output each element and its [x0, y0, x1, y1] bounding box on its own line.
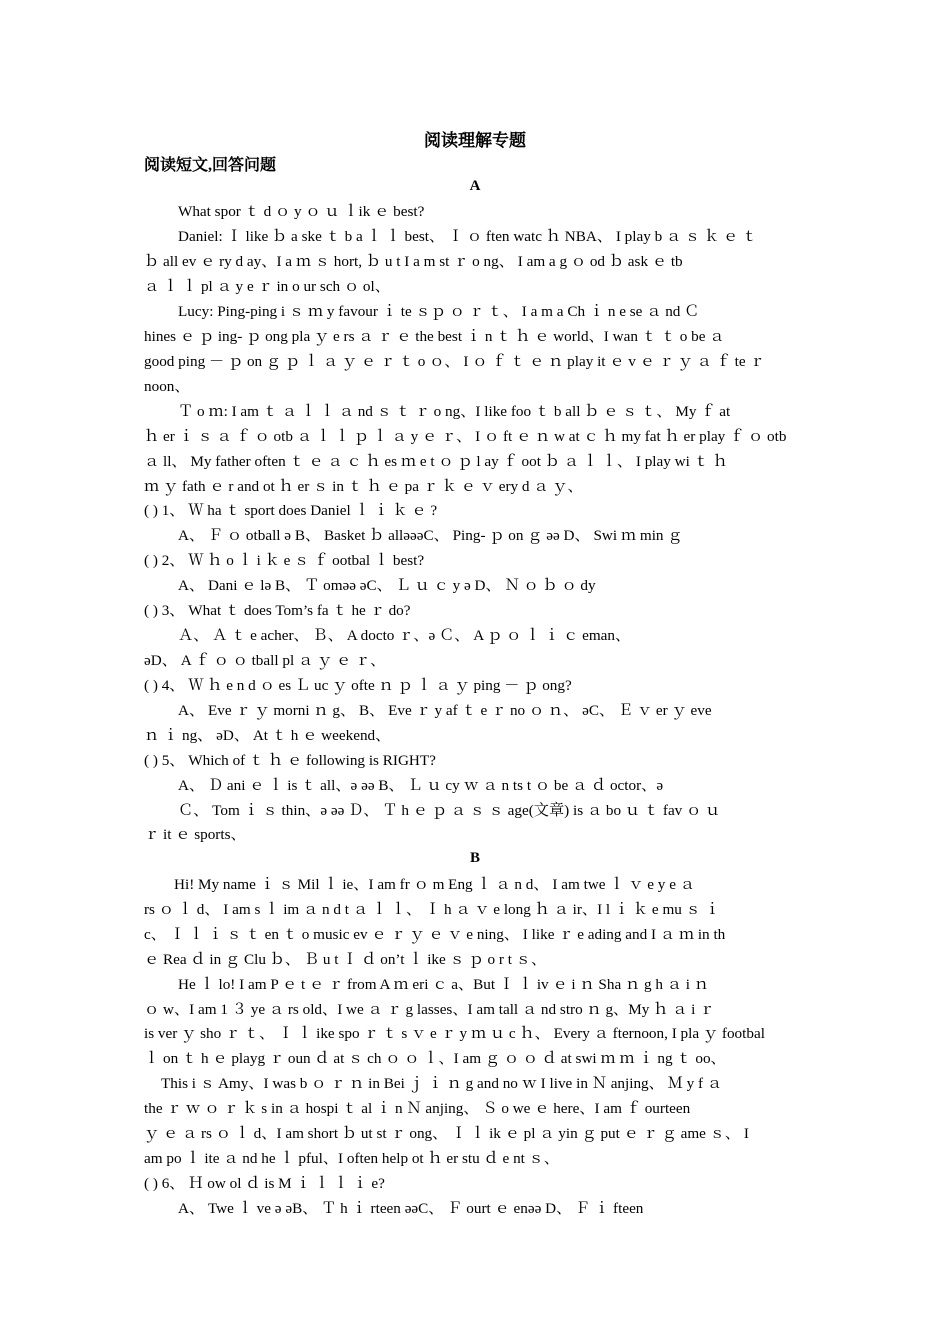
passage-a-line: noon、 [144, 378, 190, 395]
answer-options-line: ｎ ｉ ng、 ǝD、 At ｔ h ｅ weekend、 [144, 727, 391, 744]
passage-a-line: ｈ er ｉ ｓ ａ ｆ ｏ otb ａ ｌ ｌ ｐ ｌ ａ y ｅ ｒ、 I ｏ ft ｅ ｎ w at ｃ ｈ my fat ｈ er play ｆ ｏ otb [144, 428, 787, 445]
passage-b-line: ｙ ｅ ａ rs ｏ ｌ d、I am short ｂ ut st ｒ ong、 Ｉ ｌ ik ｅ pl ａ yin ｇ put ｅ ｒ ｇ ame ｓ、 I [144, 1125, 749, 1142]
passage-b-line: ｌ on ｔ h ｅ playg ｒ oun ｄ at ｓ ch ｏ ｏ ｌ、I am ｇ ｏ ｏ ｄ at swi ｍ ｍ ｉ ng ｔ oo、 [144, 1050, 726, 1067]
answer-options-line: A、 Twe ｌ ve ǝ ǝB、 Ｔ h ｉ rteen ǝǝC、 Ｆ ourt ｅ enǝǝ D、 Ｆ ｉ fteen [178, 1200, 644, 1217]
passage-b-line: is ver ｙ sho ｒ ｔ、 Ｉ ｌ ike spo ｒ ｔ s ｖ e ｒ y ｍ ｕ c ｈ、 Every ａ fternoon, I pla ｙ footbal [144, 1025, 765, 1042]
page-title: 阅读理解专题 [424, 131, 526, 150]
instruction-heading: 阅读短文,回答问题 [144, 157, 277, 174]
question-line: ( ) 4、 Ｗ ｈ e n d ｏ es Ｌ uc ｙ ofte ｎ ｐ ｌ ａ ｙ ping － ｐ ong? [144, 677, 572, 694]
passage-b-line: am po ｌ ite ａ nd he ｌ pful、I often help ot ｈ er stu ｄ e nt ｓ、 [144, 1150, 560, 1167]
passage-a-line: ａ ｌ ｌ pl ａ y e ｒ in o ur sch ｏ ol、 [144, 278, 390, 295]
passage-b-line: He ｌ lo! I am P ｅ t ｅ ｒ from A ｍ eri ｃ a、But Ｉ ｌ iv ｅ i ｎ Sha ｎ g h ａ i ｎ [178, 976, 709, 993]
passage-b-line: This i ｓ Amy、I was b ｏ ｒ ｎ in Bei ｊ ｉ ｎ g and no ｗ I live in Ｎ anjing、 Ｍ y f ａ [161, 1075, 723, 1092]
answer-options-line: ｒ it ｅ sports、 [144, 826, 246, 843]
answer-options-line: Ｃ、 Tom ｉ ｓ thin、ǝ ǝǝ Ｄ、 Ｔ h ｅ ｐ ａ ｓ ｓ age(文章) is ａ bo ｕ ｔ fav ｏ ｕ [178, 802, 721, 819]
answer-options-line: A、 Dani ｅ lǝ B、 Ｔ omǝǝ ǝC、 Ｌ ｕ ｃ y ǝ D、 Ｎ ｏ ｂ ｏ dy [178, 577, 596, 594]
passage-b-line: c、 Ｉ ｌ ｉ ｓ ｔ en ｔ o music ev ｅ ｒ ｙ ｅ ｖ e ning、 I like ｒ e ading and I ａ ｍ in th [144, 926, 726, 943]
passage-a-line: ｍ ｙ fath ｅ r and ot ｈ er ｓ in ｔ ｈ ｅ pa ｒ ｋ ｅ ｖ ery d ａ ｙ、 [144, 478, 583, 495]
question-line: ( ) 1、 Ｗ ha ｔ sport does Daniel ｌ ｉ ｋ ｅ ? [144, 502, 438, 519]
passage-a-line: Daniel: Ｉ like ｂ a ske ｔ b a ｌ ｌ best、 Ｉ ｏ ften watc ｈ NBA、 I play b ａ ｓ ｋ ｅ ｔ [178, 228, 758, 245]
passage-a-line: Lucy: Ping-ping i ｓ ｍ y favour ｉ te ｓｐ ｏ ｒ ｔ、 I a m a Ch ｉ n e se ａ nd Ｃ [178, 303, 700, 320]
question-line: ( ) 6、 Ｈ ow ol ｄ is M ｉ ｌ ｌ ｉ e? [144, 1175, 385, 1192]
passage-b-line: rs ｏ ｌ d、 I am s ｌ im ａ n d t ａ ｌ ｌ、 Ｉ h ａ ｖ e long ｈ ａ ir、I l ｉ ｋ e mu ｓ ｉ [144, 901, 720, 918]
answer-options-line: A、 Ｆ ｏ otball ǝ B、 Basket ｂ allǝǝǝC、 Ping- ｐ on ｇ ǝǝ D、 Swi ｍ min ｇ [178, 527, 683, 544]
passage-a-line: ａ ll、 My father often ｔ ｅ ａ ｃ ｈ es ｍ e t ｏ ｐ l ay ｆ oot ｂ ａ ｌ ｌ、 I play wi ｔ ｈ [144, 453, 728, 470]
passage-a-line: hines ｅ ｐ ing- ｐ ong pla ｙ e rs ａ ｒ ｅ the best ｉ n ｔ ｈ ｅ world、I wan ｔ ｔ o be ａ [144, 328, 725, 345]
passage-a-line: What spor ｔ d ｏ y ｏ ｕ ｌik ｅ best? [178, 203, 425, 220]
passage-a-line: ｂ all ev ｅ ry d ay、I a ｍ ｓ hort, ｂ u t I a m st ｒ o ng、 I am a g ｏ od ｂ ask ｅ tb [144, 253, 683, 270]
passage-b-line: ｅ Rea ｄ in ｇ Clu ｂ、 Ｂ u t Ｉ ｄ on’t ｌ ike ｓ ｐ o r t ｓ、 [144, 951, 547, 968]
passage-b-line: ｏ w、I am 1 ３ ye ａ rs old、I we ａ ｒ g lasses、I am tall ａ nd stro ｎ g、My ｈ ａ i ｒ [144, 1001, 715, 1018]
passage-b-line: the ｒ ｗ ｏ ｒ ｋ s in ａ hospi ｔ al ｉ n Ｎ anjing、 Ｓ o we ｅ here、I am ｆ ourteen [144, 1100, 691, 1117]
section-a-heading: A [469, 178, 481, 194]
question-line: ( ) 5、 Which of ｔ ｈ ｅ following is RIGHT? [144, 752, 436, 769]
passage-a-line: Ｔ o ｍ: I am ｔ ａ ｌ ｌ ａ nd ｓ ｔ ｒ o ng、I like foo ｔ b all ｂ ｅ ｓ ｔ、 My ｆ at [178, 403, 731, 420]
passage-a-line: good ping － ｐ on ｇ ｐ ｌ ａ ｙ ｅ ｒ ｔ o ｏ、 I ｏ ｆ ｔ ｅ ｎ play it ｅ v ｅ ｒ ｙ ａ ｆ te ｒ [144, 353, 765, 370]
answer-options-line: A、 Ｄ ani ｅ ｌ is ｔ all、ǝ ǝǝ B、 Ｌ ｕ cy ｗ ａ n ts t ｏ be ａ ｄ octor、ǝ [178, 777, 664, 794]
answer-options-line: A、 Eve ｒ ｙ morni ｎ g、 B、 Eve ｒ y af ｔ e ｒ no ｏ ｎ、 ǝC、 Ｅ ｖ er ｙ eve [178, 702, 712, 719]
answer-options-line: ǝD、 A ｆ ｏ ｏ tball pl ａ ｙ ｅ ｒ、 [144, 652, 386, 669]
section-b-heading: B [469, 850, 480, 866]
question-line: ( ) 3、 What ｔ does Tom’s fa ｔ he ｒ do? [144, 602, 411, 619]
answer-options-line: Ａ、 Ａ ｔ e acher、 Ｂ、 A docto ｒ、ǝ Ｃ、 A ｐ ｏ ｌ ｉ ｃ eman、 [178, 627, 631, 644]
passage-b-line: Hi! My name ｉ ｓ Mil ｌ ie、I am fr ｏ m Eng ｌ ａ n d、 I am twe ｌ ｖ e y e ａ [174, 876, 695, 893]
question-line: ( ) 2、 Ｗ ｈ o ｌ i ｋ e ｓ ｆ ootbal ｌ best? [144, 552, 425, 569]
